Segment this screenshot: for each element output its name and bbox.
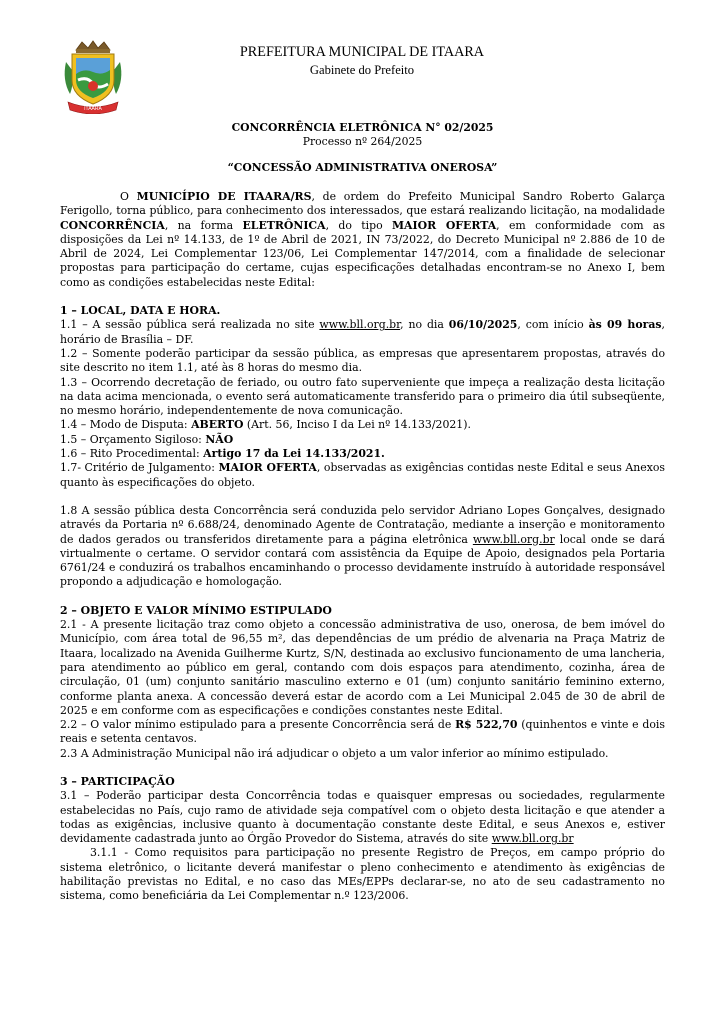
document-body bbox=[60, 190, 665, 904]
item-1-3: 1.3 – Ocorrendo decretação de feriado, ou outro fato superveniente que impeça a realização desta licitação na data acima mencionada, o evento será automaticamente transferido para o primeiro dia útil subseqüente, no mesmo horário, independentemente de nova comunicação. bbox=[60, 375, 665, 418]
process-number: Processo nº 264/2025 bbox=[302, 135, 423, 148]
item-2-3: 2.3 A Administração Municipal não irá adjudicar o objeto a um valor inferior ao mínimo estipulado. bbox=[60, 746, 609, 760]
item-1-1: 1.1 – A sessão pública será realizada no site www.bll.org.br, no dia 06/10/2025, com início às 09 horas, horário de Brasília – DF. bbox=[60, 318, 665, 346]
item-2-2: 2.2 – O valor mínimo estipulado para a presente Concorrência será de R$ 522,70 (quinhentos e vinte e dois reais e setenta centavos. bbox=[60, 718, 665, 746]
document-title: CONCORRÊNCIA ELETRÔNICA N° 02/2025 bbox=[231, 121, 494, 134]
item-2-1: 2.1 - A presente licitação traz como objeto a concessão administrativa de uso, onerosa, de bem imóvel do Município, com área total de 96,55 m², das dependências de um prédio de alvenaria na Praça Matriz de Itaara, localizado na Avenida Guilherme Kurtz, S/N, destinada ao exclusivo funcionamento de uma lancheria, para atendimento ao público em geral, contando com dois espaços para atendimento, cozinha, área de circulação, 01 (um) conjunto sanitário masculino externo e 01 (um) conjunto sanitário feminino externo, conforme planta anexa. A concessão deverá estar de acordo com a Lei Municipal 2.045 de 30 de abril de 2025 e em conforme com as especificações e condições constantes neste Edital. bbox=[60, 618, 665, 717]
office-name: Gabinete do Prefeito bbox=[309, 63, 415, 77]
item-1-2: 1.2 – Somente poderão participar da sessão pública, as empresas que apresentarem propostas, através do site descrito no item 1.1, até às 8 horas do mesmo dia. bbox=[60, 346, 665, 375]
item-1-4: 1.4 – Modo de Disputa: ABERTO (Art. 56, Inciso I da Lei nº 14.133/2021). bbox=[60, 418, 471, 432]
item-1-6: 1.6 – Rito Procedimental: Artigo 17 da Lei 14.133/2021. bbox=[60, 447, 385, 461]
crest-banner-text: ITAARA bbox=[84, 106, 102, 112]
item-3-1-1: 3.1.1 - Como requisitos para participação no presente Registro de Preços, em campo próprio do sistema eletrônico, o licitante deverá manifestar o pleno conhecimento e atendimento às exigências de habilitação previstas no Edital, e no caso das MEs/EPPs declarar-se, no ato de seu cadastramento no sistema, como beneficiária da Lei Complementar n.º 123/2006. bbox=[60, 846, 665, 903]
item-1-7: 1.7- Critério de Julgamento: MAIOR OFERTA, observadas as exigências contidas neste Edital e seus Anexos quanto às especificações do objeto. bbox=[60, 461, 665, 489]
item-1-8: 1.8 A sessão pública desta Concorrência será conduzida pelo servidor Adriano Lopes Gonçalves, designado através da Portaria nº 6.688/24, denominado Agente de Contratação, mediante a inserção e monitoramento de dados gerados ou transferidos diretamente para a página eletrônica www.bll.org.br local onde se dará virtualmente o certame. O servidor contará com assistência da Equipe de Apoio, designados pela Portaria 6761/24 e conduzirá os trabalhos encaminhando o processo devidamente instruído à autoridade responsável propondo a adjudicação e homologação. bbox=[60, 503, 665, 589]
section-2-title: 2 – OBJETO E VALOR MÍNIMO ESTIPULADO bbox=[60, 603, 332, 617]
bll-site-link[interactable]: www.bll.org.br bbox=[472, 532, 555, 546]
intro-paragraph: O MUNICÍPIO DE ITAARA/RS, de ordem do Prefeito Municipal Sandro Roberto Galarça Ferigollo, torna público, para conhecimento dos interessados, que estará realizando licitação, na modalidade CONCORRÊNCIA, na forma ELETRÔNICA, do tipo MAIOR OFERTA, em conformidade com as disposições da Lei nº 14.133, de 1º de Abril de 2021, IN 73/2022, do Decreto Municipal nº 2.886 de 10 de Abril de 2024, Lei Complementar 123/06, Lei Complementar 147/2014, com a finalidade de selecionar propostas para participação do certame, cujas especificações detalhadas encontram-se no Anexo I, bem como as condições estabelecidas neste Edital: bbox=[60, 190, 666, 289]
section-3-title: 3 – PARTICIPAÇÃO bbox=[60, 774, 175, 788]
bll-site-link[interactable]: www.bll.org.br bbox=[319, 318, 401, 332]
item-3-1: 3.1 – Poderão participar desta Concorrência todas e quaisquer empresas ou sociedades, regularmente estabelecidas no País, cujo ramo de atividade seja compatível com o objeto desta licitação e que atender a todas as exigências, inclusive quanto à documentação constante deste Edital, e seus Anexos e, estiver devidamente cadastrada junto ao Órgão Provedor do Sistema, através do site www.bll.org.br bbox=[60, 789, 665, 846]
section-1-title: 1 – LOCAL, DATA E HORA. bbox=[60, 304, 221, 318]
municipality-name: PREFEITURA MUNICIPAL DE ITAARA bbox=[239, 44, 485, 60]
document-subject: “CONCESSÃO ADMINISTRATIVA ONEROSA” bbox=[227, 161, 498, 174]
item-1-5: 1.5 – Orçamento Sigiloso: NÃO bbox=[60, 432, 234, 446]
bll-site-link[interactable]: www.bll.org.br bbox=[491, 832, 574, 846]
